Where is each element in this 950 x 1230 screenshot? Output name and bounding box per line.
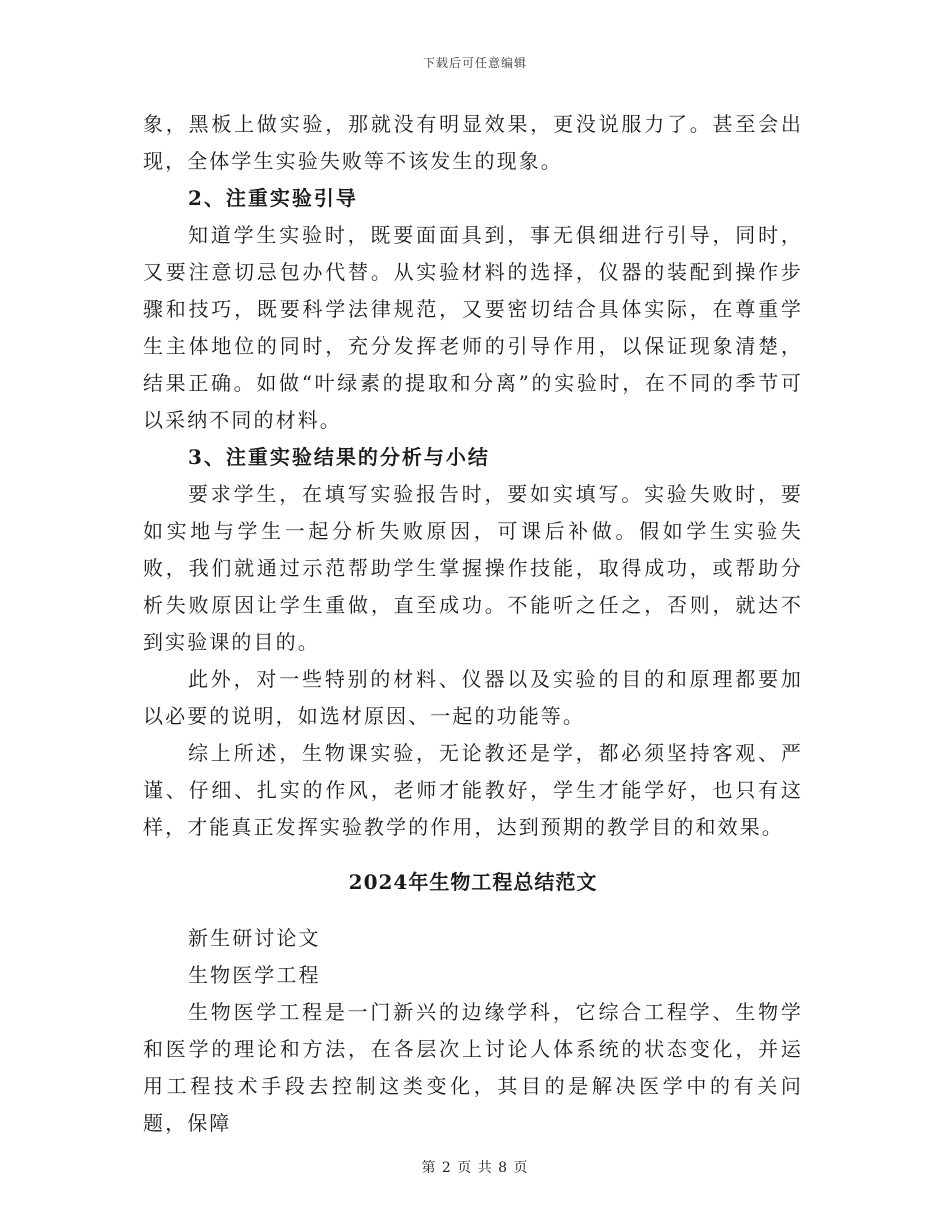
page-number-footer: 第 2 页 共 8 页 (421, 1160, 529, 1176)
paragraph-conclusion: 综上所述，生物课实验，无论教还是学，都必须坚持客观、严谨、仔细、扎实的作风，老师才能教好，学生才能学好，也只有这样，才能真正发挥实验教学的作用，达到预期的教学目的和效果。 (143, 741, 803, 839)
subtitle-line-1: 新生研讨论文 (188, 926, 321, 950)
paragraph-results-analysis: 要求学生，在填写实验报告时，要如实填写。实验失败时，要如实地与学生一起分析失败原因，可课后补做。假如学生实验失败，我们就通过示范帮助学生掌握操作技能，取得成功，或帮助分析失败原因让学生重做，直至成功。不能听之任之，否则，就达不到实验课的目的。 (143, 482, 803, 654)
paragraph-additional-notes: 此外，对一些特别的材料、仪器以及实验的目的和原理都要加以必要的说明，如选材原因、一起的功能等。 (143, 667, 803, 728)
page-header: 下载后可任意编辑 (422, 56, 527, 70)
paragraph-biomedical-engineering: 生物医学工程是一门新兴的边缘学科，它综合工程学、生物学和医学的理论和方法，在各层次上讨论人体系统的状态变化，并运用工程技术手段去控制这类变化，其目的是解决医学中的有关问题，保障 (143, 1000, 803, 1135)
paragraph-guidance: 知道学生实验时，既要面面具到，事无俱细进行引导，同时，又要注意切忌包办代替。从实验材料的选择，仪器的装配到操作步骤和技巧，既要科学法律规范，又要密切结合具体实际，在尊重学生主体地位的同时，充分发挥老师的引导作用，以保证现象清楚，结果正确。如做“叶绿素的提取和分离”的实验时，在不同的季节可以采纳不同的材料。 (143, 223, 803, 432)
paragraph-continuation: 象，黑板上做实验，那就没有明显效果，更没说服力了。甚至会出现，全体学生实验失败等不该发生的现象。 (143, 112, 803, 173)
section-heading-2: 2、注重实验引导 (188, 186, 358, 210)
document-title: 2024年生物工程总结范文 (348, 870, 598, 894)
subtitle-line-2: 生物医学工程 (188, 963, 321, 987)
section-heading-3: 3、注重实验结果的分析与小结 (188, 445, 490, 469)
document-body (143, 106, 803, 1142)
